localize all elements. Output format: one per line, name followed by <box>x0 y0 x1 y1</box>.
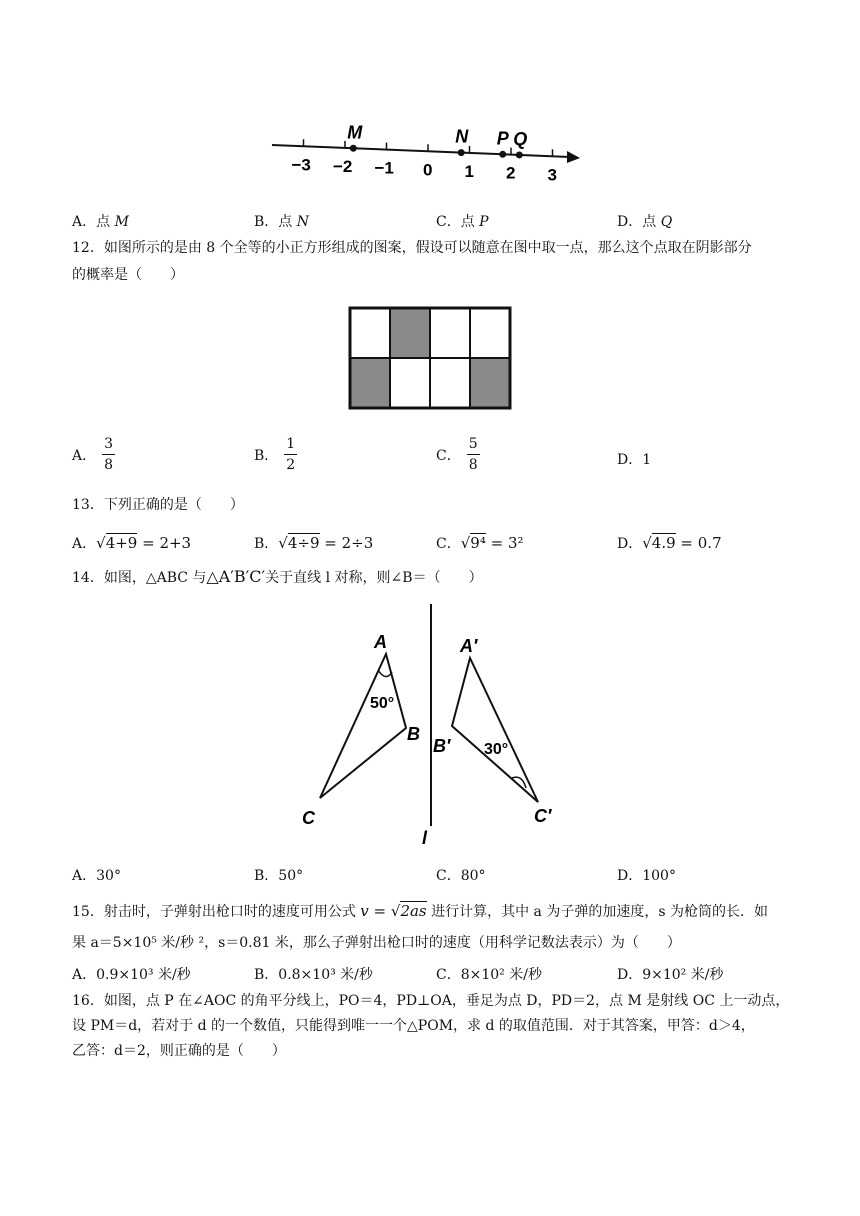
q15-stem-line2: 果 a＝5×10⁵ 米/秒 ²，s＝0.81 米，那么子弹射出枪口时的速度（用科学记数法表示）为（ ） <box>72 935 681 951</box>
number-line-tick-label: −1 <box>374 158 394 178</box>
fraction: $\frac{1}{2}$ <box>286 436 296 473</box>
q14-stem: 14．如图，△ABC 与△A′B′C′关于直线 l 对称，则∠B＝（ ） <box>72 567 483 586</box>
number-line-point-label: Q <box>513 128 528 149</box>
q16-stem-line3: 乙答：d＝2，则正确的是（ ） <box>72 1043 286 1059</box>
q14-option-c[interactable]: C．80° <box>436 868 486 884</box>
q15-stem-line1: 15．射击时，子弹射出枪口时的速度可用公式 v = √2as 进行计算，其中 a 为子弹的加速度，s 为枪筒的长．如 <box>72 902 768 920</box>
q13-stem: 13．下列正确的是（ ） <box>72 497 244 513</box>
grid-cell <box>350 308 390 358</box>
number-line-tick-label: 2 <box>506 163 516 183</box>
label-a: A <box>374 632 387 652</box>
label-b: B <box>407 724 420 744</box>
q15-option-c[interactable]: C．8×10² 米/秒 <box>436 967 542 983</box>
q12-option-a[interactable]: A． $\frac{3}{8}$ <box>72 436 114 473</box>
angle-a-label: 50° <box>370 695 395 712</box>
sqrt-sign: √ <box>460 534 471 552</box>
q14-option-d[interactable]: D．100° <box>617 868 676 884</box>
grid-cell-shaded <box>470 358 510 408</box>
q12-stem-line1: 12．如图所示的是由 8 个全等的小正方形组成的图案，假设可以随意在图中取一点，那么这个点取在阴影部分 <box>72 240 752 256</box>
q13-option-d[interactable]: D．√4.9 = 0.7 <box>617 534 722 552</box>
grid-cell-shaded <box>390 308 430 358</box>
q16-stem <box>72 991 792 1062</box>
q11-option-c[interactable]: C．点 P <box>436 214 489 230</box>
grid-cell <box>430 358 470 408</box>
number-line-point-label: P <box>496 128 509 149</box>
q16-stem-line1: 16．如图，点 P 在∠AOC 的角平分线上，PO＝4，PD⊥OA，垂足为点 D，PD＝2，点 M 是射线 OC 上一动点， <box>72 993 790 1009</box>
number-line-tick-label: −3 <box>291 155 311 175</box>
label-a-prime: A′ <box>460 636 478 656</box>
label-c-prime: C′ <box>534 806 552 826</box>
sqrt-sign: √ <box>278 534 288 552</box>
grid-cell <box>390 358 430 408</box>
number-line-tick-label: 3 <box>547 165 557 185</box>
q12-option-b[interactable]: B． $\frac{1}{2}$ <box>254 436 296 473</box>
number-line-point <box>499 151 506 158</box>
q14-option-b[interactable]: B．50° <box>254 868 304 884</box>
q11-option-b[interactable]: B．点 N <box>254 214 309 230</box>
number-line-tick-label: −2 <box>333 156 353 176</box>
q12-option-d[interactable]: D．1 <box>617 452 652 468</box>
number-line-point-label: M <box>347 122 363 143</box>
number-line-tick-label: 1 <box>464 161 474 181</box>
q13-option-c[interactable]: C．√9⁴ = 3² <box>436 534 524 552</box>
square-grid-figure <box>346 305 514 411</box>
q15-option-d[interactable]: D．9×10² 米/秒 <box>617 967 724 983</box>
q15-stem <box>72 901 792 954</box>
triangle-abc <box>320 654 406 798</box>
label-l: l <box>422 828 428 846</box>
number-line-point <box>458 149 465 156</box>
number-line-point <box>516 151 523 158</box>
q13-option-a[interactable]: A．√4+9 = 2+3 <box>72 534 192 552</box>
q16-stem-line2: 设 PM＝d，若对于 d 的一个数值，只能得到唯一一个△POM，求 d 的取值范围．对于其答案，甲答：d＞4， <box>72 1018 755 1034</box>
fraction: $\frac{5}{8}$ <box>468 436 478 473</box>
q11-option-a[interactable]: A．点 M <box>72 214 129 230</box>
q12-stem-line2: 的概率是（ ） <box>72 267 184 283</box>
label-c: C <box>302 808 315 828</box>
number-line-tick-label: 0 <box>423 160 433 180</box>
triangle-abc-prime <box>452 658 538 802</box>
q12-stem <box>72 238 792 286</box>
grid-cell-shaded <box>350 358 390 408</box>
number-line-point <box>350 145 357 152</box>
q14-option-a[interactable]: A．30° <box>72 868 121 884</box>
sqrt-sign: √ <box>642 534 652 552</box>
sqrt-sign: √ <box>96 534 106 552</box>
grid-cell <box>470 308 510 358</box>
fraction: $\frac{3}{8}$ <box>104 436 114 473</box>
velocity-formula: v = √2as <box>360 902 427 920</box>
symmetric-triangles-figure <box>290 598 570 846</box>
label-b-prime: B′ <box>433 736 451 756</box>
q13-option-b[interactable]: B．√4÷9 = 2÷3 <box>254 534 374 552</box>
number-line-point-label: N <box>455 126 469 147</box>
number-line-arrow <box>567 151 580 163</box>
q15-option-a[interactable]: A．0.9×10³ 米/秒 <box>72 967 191 983</box>
q11-option-d[interactable]: D．点 Q <box>617 214 673 230</box>
q15-option-b[interactable]: B．0.8×10³ 米/秒 <box>254 967 373 983</box>
q12-option-c[interactable]: C． $\frac{5}{8}$ <box>436 436 478 473</box>
number-line-figure <box>262 112 592 190</box>
grid-cell <box>430 308 470 358</box>
angle-c-prime-label: 30° <box>484 741 509 758</box>
sqrt-sign: √ <box>390 902 401 920</box>
